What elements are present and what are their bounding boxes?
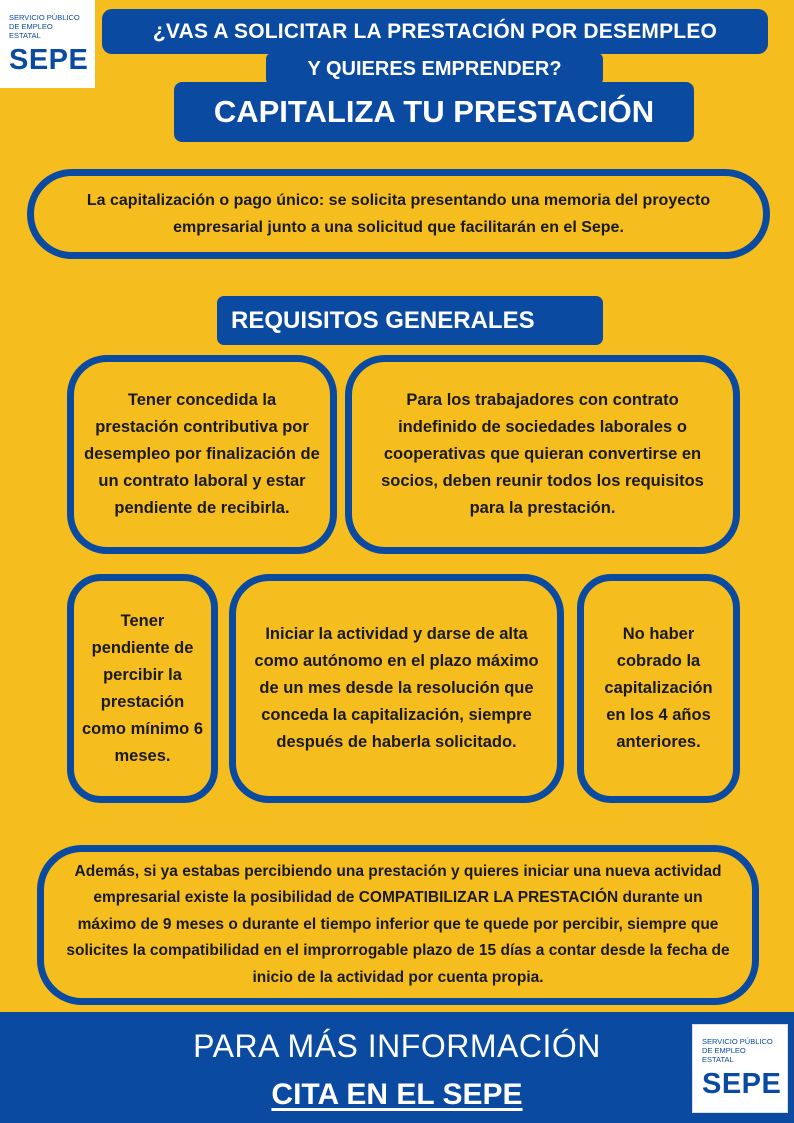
footer-info: PARA MÁS INFORMACIÓN: [193, 1028, 601, 1064]
logo-line-1: SERVICIO PÚBLICO: [702, 1037, 773, 1046]
intro-box: [27, 169, 770, 259]
requirement-card: [67, 574, 218, 803]
logo-line-2: DE EMPLEO ESTATAL: [702, 1046, 746, 1064]
requirement-text: No haber cobrado la capitalización en los 4 años anteriores.: [604, 625, 713, 751]
footer-link[interactable]: CITA EN EL SEPE: [271, 1078, 523, 1111]
logo-line-2: DE EMPLEO ESTATAL: [9, 21, 53, 40]
requirement-card: [577, 574, 740, 803]
sepe-logo-footer: [692, 1024, 788, 1113]
requirements-heading: REQUISITOS GENERALES: [217, 296, 603, 345]
logo-name: SEPE: [9, 43, 89, 76]
footer: [0, 1012, 794, 1123]
requirement-text: Para los trabajadores con contrato indefinido de sociedades laborales o cooperativas que quieran convertirse en socios, deben reunir todos los requisitos para la prestación.: [381, 391, 704, 517]
logo-name: SEPE: [702, 1068, 782, 1100]
intro-text: La capitalización o pago único: se solicita presentando una memoria del proyecto empresarial junto a una solicitud que facilitarán en el Sepe.: [86, 192, 711, 236]
requirement-text: Tener concedida la prestación contributiva por desempleo por finalización de un contrato laboral y estar pendiente de recibirla.: [84, 391, 320, 517]
compatibility-text: Además, si ya estabas percibiendo una prestación y quieres iniciar una nueva actividad empresarial existe la posibilidad de COMPATIBILIZAR LA PRESTACIÓN durante un máximo de 9 meses o durante el tiempo inferior que te quede por percibir, siempre que solicites la compatibilidad en el improrrogable plazo de 15 días a contar desde la fecha de inicio de la actividad por cuenta propia.: [66, 862, 730, 986]
requirement-text: Tener pendiente de percibir la prestación como mínimo 6 meses.: [81, 611, 204, 765]
sepe-logo: [0, 0, 95, 88]
requirement-card: [67, 355, 337, 554]
requirement-text: Iniciar la actividad y darse de alta como autónomo en el plazo máximo de un mes desde la resolución que conceda la capitalización, siempre después de haberla solicitado.: [254, 625, 539, 751]
logo-line-1: SERVICIO PÚBLICO: [9, 12, 80, 22]
requirement-card: [345, 355, 740, 554]
requirement-card: [229, 574, 564, 803]
question-banner-line-1: ¿VAS A SOLICITAR LA PRESTACIÓN POR DESEMPLEO: [102, 9, 768, 54]
page-title: CAPITALIZA TU PRESTACIÓN: [174, 82, 694, 142]
compatibility-box: [37, 845, 759, 1005]
question-banner-line-2: Y QUIERES EMPRENDER?: [266, 53, 603, 85]
